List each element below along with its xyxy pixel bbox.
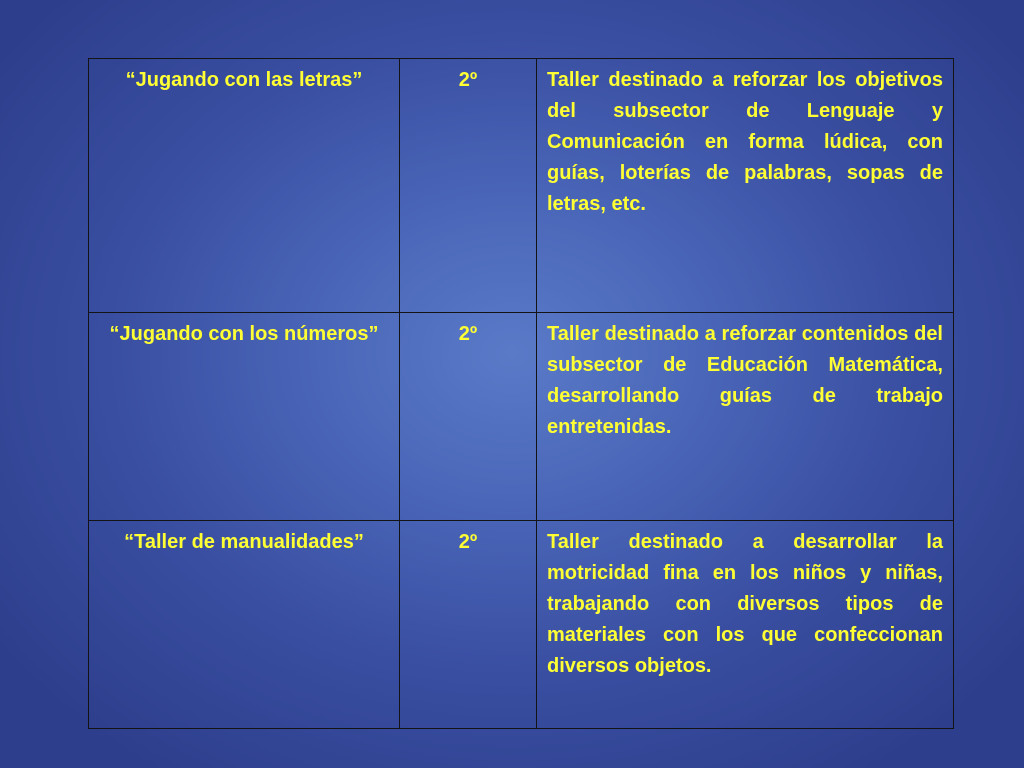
- table-row: [89, 313, 954, 521]
- description-cell: [537, 59, 954, 313]
- workshop-name: “Jugando con los números”: [109, 323, 379, 345]
- workshop-description: Taller destinado a reforzar contenidos del subsector de Educación Matemática, desarrollando guías de trabajo entretenidas.: [547, 323, 943, 438]
- workshop-description: Taller destinado a desarrollar la motricidad fina en los niños y niñas, trabajando con diversos tipos de materiales con los que confeccionan diversos objetos.: [547, 531, 943, 677]
- workshop-name: “Taller de manualidades”: [124, 531, 364, 553]
- workshop-name-cell: [89, 521, 400, 729]
- description-cell: [537, 521, 954, 729]
- workshop-grade: 2º: [458, 69, 478, 91]
- table-row: [89, 521, 954, 729]
- workshop-name-cell: [89, 59, 400, 313]
- grade-cell: [400, 59, 537, 313]
- workshop-description: Taller destinado a reforzar los objetivos del subsector de Lenguaje y Comunicación en forma lúdica, con guías, loterías de palabras, sopas de letras, etc.: [547, 69, 943, 215]
- workshop-grade: 2º: [458, 531, 478, 553]
- description-cell: [537, 313, 954, 521]
- workshop-name-cell: [89, 313, 400, 521]
- workshop-grade: 2º: [458, 323, 478, 345]
- workshops-table: [88, 58, 954, 729]
- table-row: [89, 59, 954, 313]
- workshop-name: “Jugando con las letras”: [125, 69, 363, 91]
- grade-cell: [400, 521, 537, 729]
- grade-cell: [400, 313, 537, 521]
